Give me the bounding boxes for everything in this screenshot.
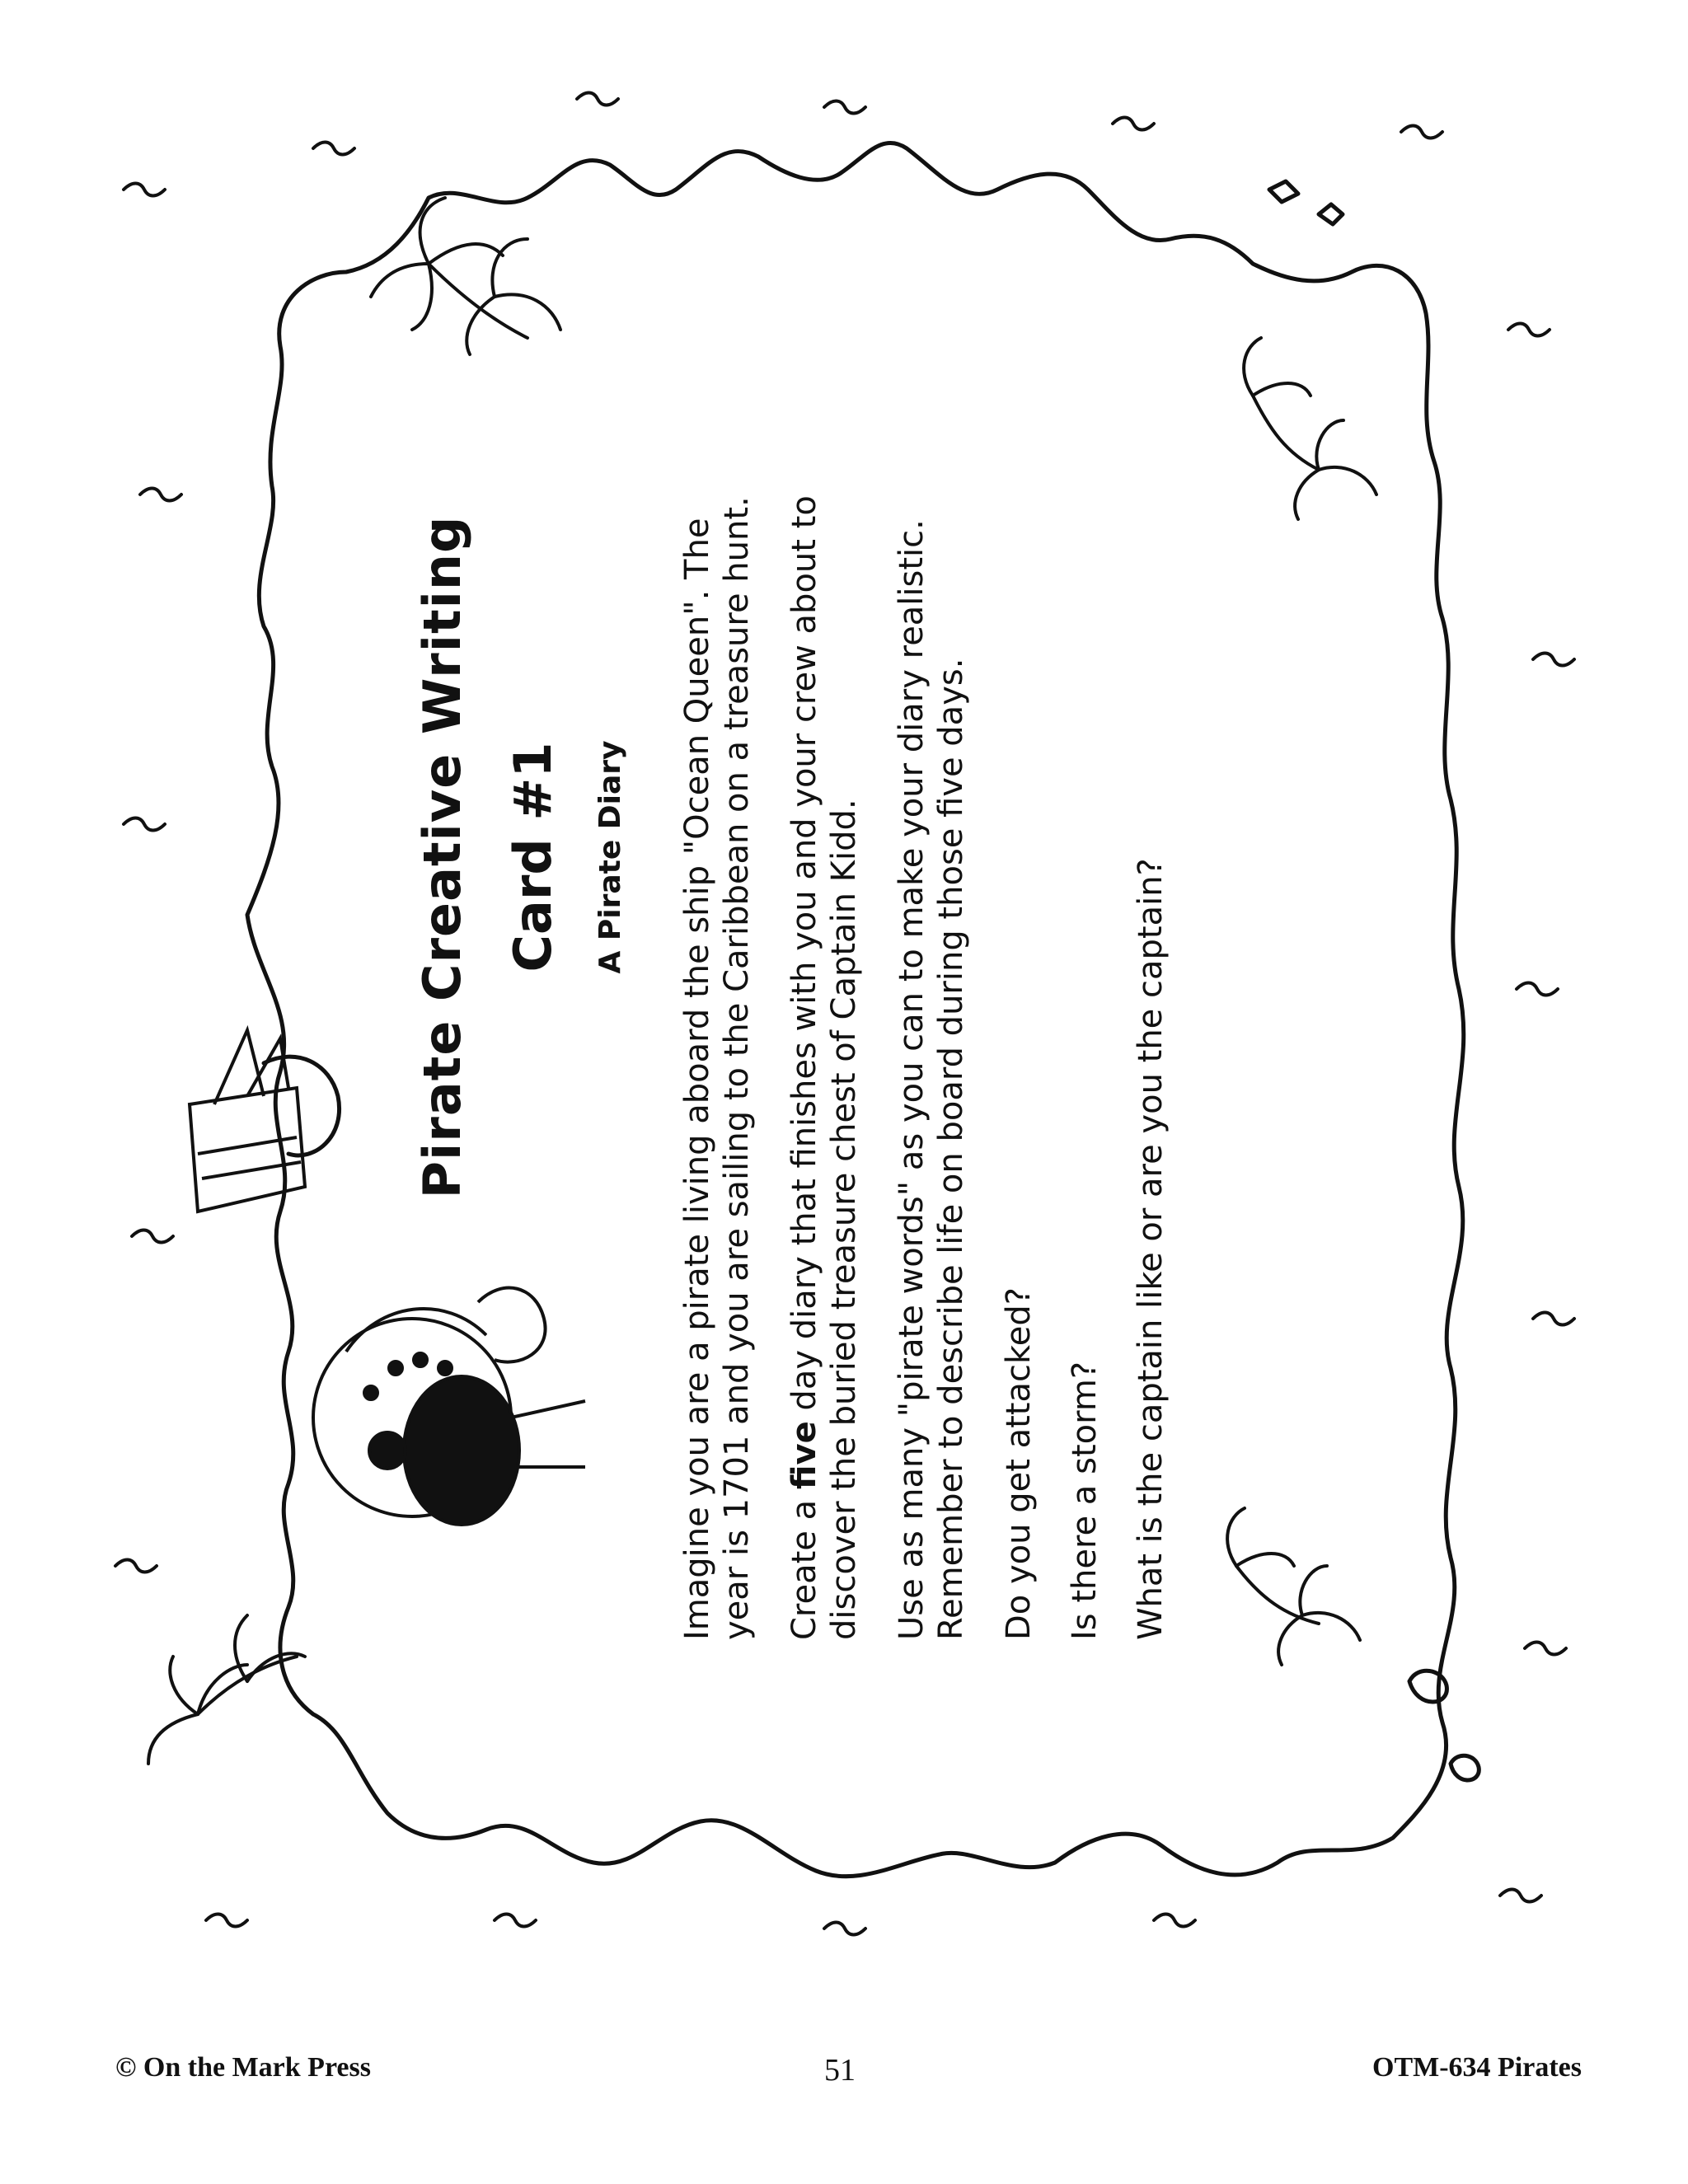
palm-tree-top-left xyxy=(371,198,560,354)
question-captain: What is the captain like or are you the captain? xyxy=(1132,858,1170,1640)
card-subtitle: A Pirate Diary xyxy=(593,740,627,974)
paragraph-pirate-words: Use as many "pirate words" as you can to make your diary realistic. Remember to describe life on board during those five days. xyxy=(893,519,970,1640)
card-title: Pirate Creative Writing xyxy=(412,515,472,1199)
paragraph-intro: Imagine you are a pirate living aboard the ship "Ocean Queen". The year is 1701 and you are sailing to the Caribbean on a treasure hunt. xyxy=(678,496,756,1640)
question-storm: Is there a storm? xyxy=(1066,1361,1104,1640)
footer-page-number: 51 xyxy=(824,2053,856,2088)
question-attacked: Do you get attacked? xyxy=(1000,1287,1038,1640)
footer-copyright: © On the Mark Press xyxy=(115,2052,371,2083)
creative-writing-card xyxy=(412,379,1236,1698)
palm-tree-bottom-right xyxy=(1227,1508,1360,1665)
footer-book-code: OTM-634 Pirates xyxy=(1372,2052,1582,2083)
card-number: Card #1 xyxy=(503,742,563,972)
bold-five: five xyxy=(785,1421,823,1490)
palm-tree-top-right xyxy=(1244,338,1376,519)
paragraph-diary-task: Create a five day diary that finishes with you and your crew about to discover the buried treasure chest of Captain Kidd. xyxy=(785,495,863,1640)
